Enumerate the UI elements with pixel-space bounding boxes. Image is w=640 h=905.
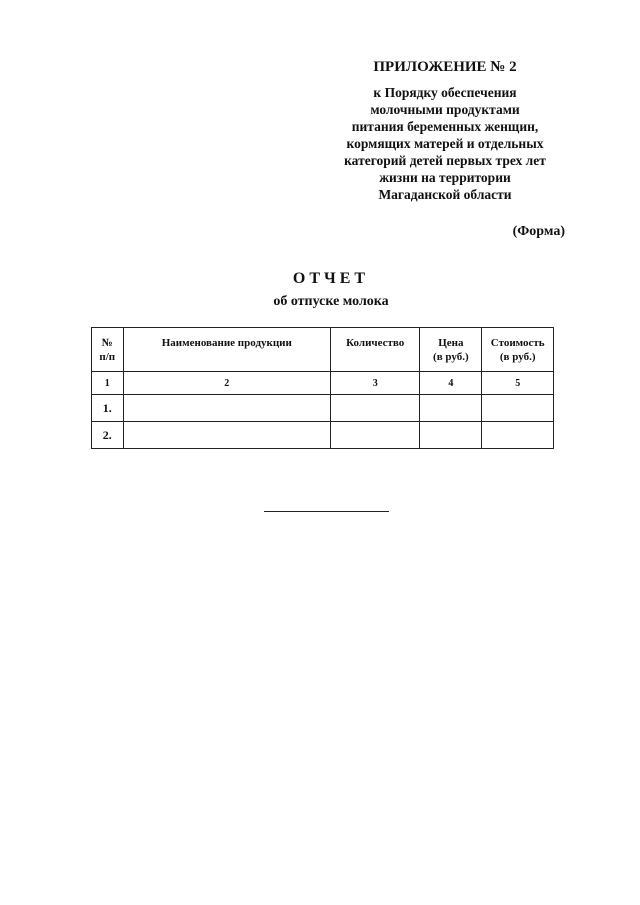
header-cost-line1: Стоимость <box>490 337 545 349</box>
annex-line: к Порядку обеспечения <box>373 85 517 100</box>
annex-line: жизни на территории <box>379 170 511 185</box>
cell-name <box>123 395 331 422</box>
header-name-text: Наименование продукции <box>161 337 292 349</box>
header-no <box>92 328 124 372</box>
header-price-line1: Цена <box>438 337 464 349</box>
cell-qty <box>331 395 420 422</box>
report-table <box>91 327 554 449</box>
table-header-row <box>92 328 554 372</box>
report-title: ОТЧЕТ <box>292 270 370 287</box>
column-number-row <box>92 372 554 395</box>
cell-price <box>420 395 482 422</box>
signature-rule <box>264 511 389 512</box>
header-no-line2: п/п <box>99 351 116 363</box>
cell-qty <box>331 422 420 449</box>
header-name <box>123 328 331 372</box>
header-no-line1: № <box>101 337 113 349</box>
column-number: 3 <box>331 372 420 395</box>
header-qty <box>331 328 420 372</box>
annex-line: Магаданской области <box>378 187 512 202</box>
annex-header <box>320 58 570 203</box>
cell-cost <box>482 395 554 422</box>
header-price-line2: (в руб.) <box>433 351 469 363</box>
cell-name <box>123 422 331 449</box>
annex-line: кормящих матерей и отдельных <box>346 136 544 151</box>
cell-cost <box>482 422 554 449</box>
row-index: 2. <box>92 422 124 449</box>
column-number: 5 <box>482 372 554 395</box>
form-label: (Форма) <box>512 224 565 239</box>
annex-title: ПРИЛОЖЕНИЕ № 2 <box>373 59 517 75</box>
header-cost-line2: (в руб.) <box>499 351 536 363</box>
header-cost <box>482 328 554 372</box>
column-number: 1 <box>92 372 124 395</box>
column-number: 2 <box>123 372 331 395</box>
header-price <box>420 328 482 372</box>
annex-line: питания беременных женщин, <box>351 119 539 134</box>
annex-line: категорий детей первых трех лет <box>344 153 546 168</box>
table-row <box>92 395 554 422</box>
column-number: 4 <box>420 372 482 395</box>
row-index: 1. <box>92 395 124 422</box>
table-row <box>92 422 554 449</box>
report-subtitle: об отпуске молока <box>273 294 389 309</box>
header-qty-text: Количество <box>346 337 405 349</box>
annex-line: молочными продуктами <box>370 102 520 117</box>
cell-price <box>420 422 482 449</box>
